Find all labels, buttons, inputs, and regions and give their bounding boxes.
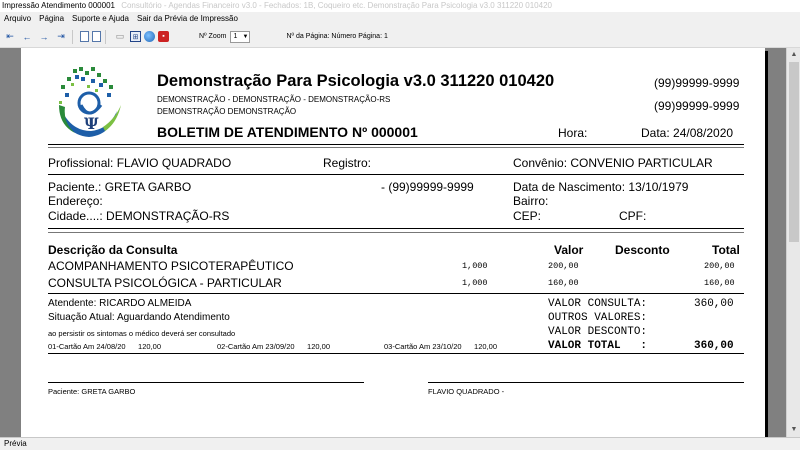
- zoom-icon[interactable]: ⊞: [130, 31, 141, 42]
- divider: [48, 293, 744, 294]
- chevron-down-icon: ▼: [242, 33, 249, 40]
- signature-patient: Paciente: GRETA GARBO: [48, 387, 136, 396]
- zoom-value: 1: [233, 32, 238, 40]
- two-pages-icon[interactable]: [92, 31, 101, 42]
- installment-2: 02-Cartão Am 23/09/20 120,00: [217, 342, 330, 351]
- print-icon[interactable]: ▭: [115, 31, 125, 41]
- menu-suporte[interactable]: Suporte e Ajuda: [72, 14, 129, 23]
- address-field: Endereço:: [48, 194, 103, 208]
- company-phone-1: (99)99999-9999: [654, 76, 740, 90]
- outros-valores-label: OUTROS VALORES:: [548, 312, 648, 324]
- installment-1: 01-Cartão Am 24/08/20 120,00: [48, 342, 161, 351]
- valor-total-label: VALOR TOTAL :: [548, 340, 648, 352]
- valor-consulta-label: VALOR CONSULTA:: [548, 298, 648, 310]
- last-page-icon[interactable]: ⇥: [57, 31, 65, 41]
- toolbar: [0, 26, 800, 48]
- prev-page-icon[interactable]: ←: [22, 31, 32, 42]
- valor-total: 360,00: [694, 340, 734, 352]
- report-subtitle-1: DEMONSTRAÇÃO - DEMONSTRAÇÃO - DEMONSTRAÇÃO-RS: [157, 95, 391, 104]
- birthdate-field: Data de Nascimento: 13/10/1979: [513, 180, 689, 194]
- item-total: 160,00: [704, 278, 735, 288]
- web-icon[interactable]: [144, 31, 155, 42]
- divider: [48, 228, 744, 229]
- bulletin-title: BOLETIM DE ATENDIMENTO Nº 000001: [157, 124, 418, 140]
- report-date: Data: 24/08/2020: [641, 126, 734, 140]
- cep-field: CEP:: [513, 209, 542, 223]
- valor-desconto-label: VALOR DESCONTO:: [548, 326, 648, 338]
- preview-viewport[interactable]: [0, 48, 786, 437]
- valor-consulta: 360,00: [694, 298, 734, 310]
- svg-text:Ψ: Ψ: [84, 114, 99, 133]
- item-valor: 160,00: [548, 278, 579, 288]
- divider: [48, 353, 744, 354]
- company-phone-2: (99)99999-9999: [654, 99, 740, 113]
- city-field: Cidade....: DEMONSTRAÇÃO-RS: [48, 209, 230, 223]
- toolbar-separator: [72, 30, 73, 44]
- logo-icon: [51, 65, 123, 145]
- menu-bar: [0, 12, 800, 26]
- col-header-total: Total: [712, 243, 740, 257]
- status-text: Prévia: [4, 439, 27, 448]
- bairro-field: Bairro:: [513, 194, 549, 208]
- scroll-thumb[interactable]: [789, 62, 799, 242]
- report-subtitle-2: DEMONSTRAÇÃO DEMONSTRAÇÃO: [157, 107, 297, 116]
- item-qty: 1,000: [462, 261, 488, 271]
- installment-3: 03-Cartão Am 23/10/20 120,00: [384, 342, 497, 351]
- zoom-label: Nº Zoom: [199, 33, 227, 40]
- col-header-desconto: Desconto: [615, 243, 670, 257]
- menu-pagina[interactable]: Página: [39, 14, 65, 23]
- toolbar-separator: [105, 30, 106, 44]
- scroll-up-icon[interactable]: ▲: [790, 51, 798, 58]
- status-field: Situação Atual: Aguardando Atendimento: [48, 312, 230, 323]
- col-header-desc: Descrição da Consulta: [48, 243, 178, 257]
- notice-text: ao persistir os sintomas o médico deverá ser consultado: [48, 329, 236, 338]
- item-qty: 1,000: [462, 278, 488, 288]
- signature-professional: FLAVIO QUADRADO -: [428, 387, 505, 396]
- attendant-field: Atendente: RICARDO ALMEIDA: [48, 298, 192, 309]
- single-page-icon[interactable]: [80, 31, 89, 42]
- window-title: Impressão Atendimento 000001: [2, 1, 115, 10]
- window-titlebar: [0, 0, 800, 12]
- page-number-label: Nº da Página: Número Página: 1: [286, 33, 388, 40]
- first-page-icon[interactable]: ⇤: [6, 31, 14, 41]
- signature-line-professional: [428, 382, 744, 383]
- status-bar: [0, 437, 800, 450]
- col-header-valor: Valor: [554, 243, 584, 257]
- professional-field: Profissional: FLAVIO QUADRADO: [48, 156, 232, 170]
- menu-sair-previa[interactable]: Sair da Prévia de Impressão: [136, 14, 238, 23]
- item-desc: CONSULTA PSICOLÓGICA - PARTICULAR: [48, 276, 282, 290]
- divider: [48, 147, 744, 148]
- next-page-icon[interactable]: →: [39, 31, 49, 42]
- item-desc: ACOMPANHAMENTO PSICOTERAPÊUTICO: [48, 259, 294, 273]
- report-title: Demonstração Para Psicologia v3.0 311220 010420: [157, 72, 555, 90]
- window-title-faded: Consultório - Agendas Financeiro v3.0 - Fechados: 1B, Coqueiro etc. Demonstração Para Psicologia v3.0 311220 010420: [121, 1, 552, 10]
- menu-arquivo[interactable]: Arquivo: [4, 14, 32, 23]
- cpf-field: CPF:: [619, 209, 647, 223]
- divider: [48, 144, 744, 145]
- patient-phone: - (99)99999-9999: [381, 180, 474, 194]
- report-page: [21, 48, 765, 437]
- hour-label: Hora:: [558, 126, 588, 140]
- item-total: 200,00: [704, 261, 735, 271]
- scroll-down-icon[interactable]: ▼: [790, 426, 798, 433]
- item-valor: 200,00: [548, 261, 579, 271]
- pdf-icon[interactable]: ▪: [158, 31, 169, 42]
- zoom-select[interactable]: [230, 31, 250, 43]
- registro-field: Registro:: [323, 156, 372, 170]
- vertical-scrollbar[interactable]: [786, 48, 800, 437]
- divider: [48, 232, 744, 233]
- patient-field: Paciente.: GRETA GARBO: [48, 180, 192, 194]
- divider: [48, 174, 744, 175]
- convenio-field: Convênio: CONVENIO PARTICULAR: [513, 156, 713, 170]
- signature-line-patient: [48, 382, 364, 383]
